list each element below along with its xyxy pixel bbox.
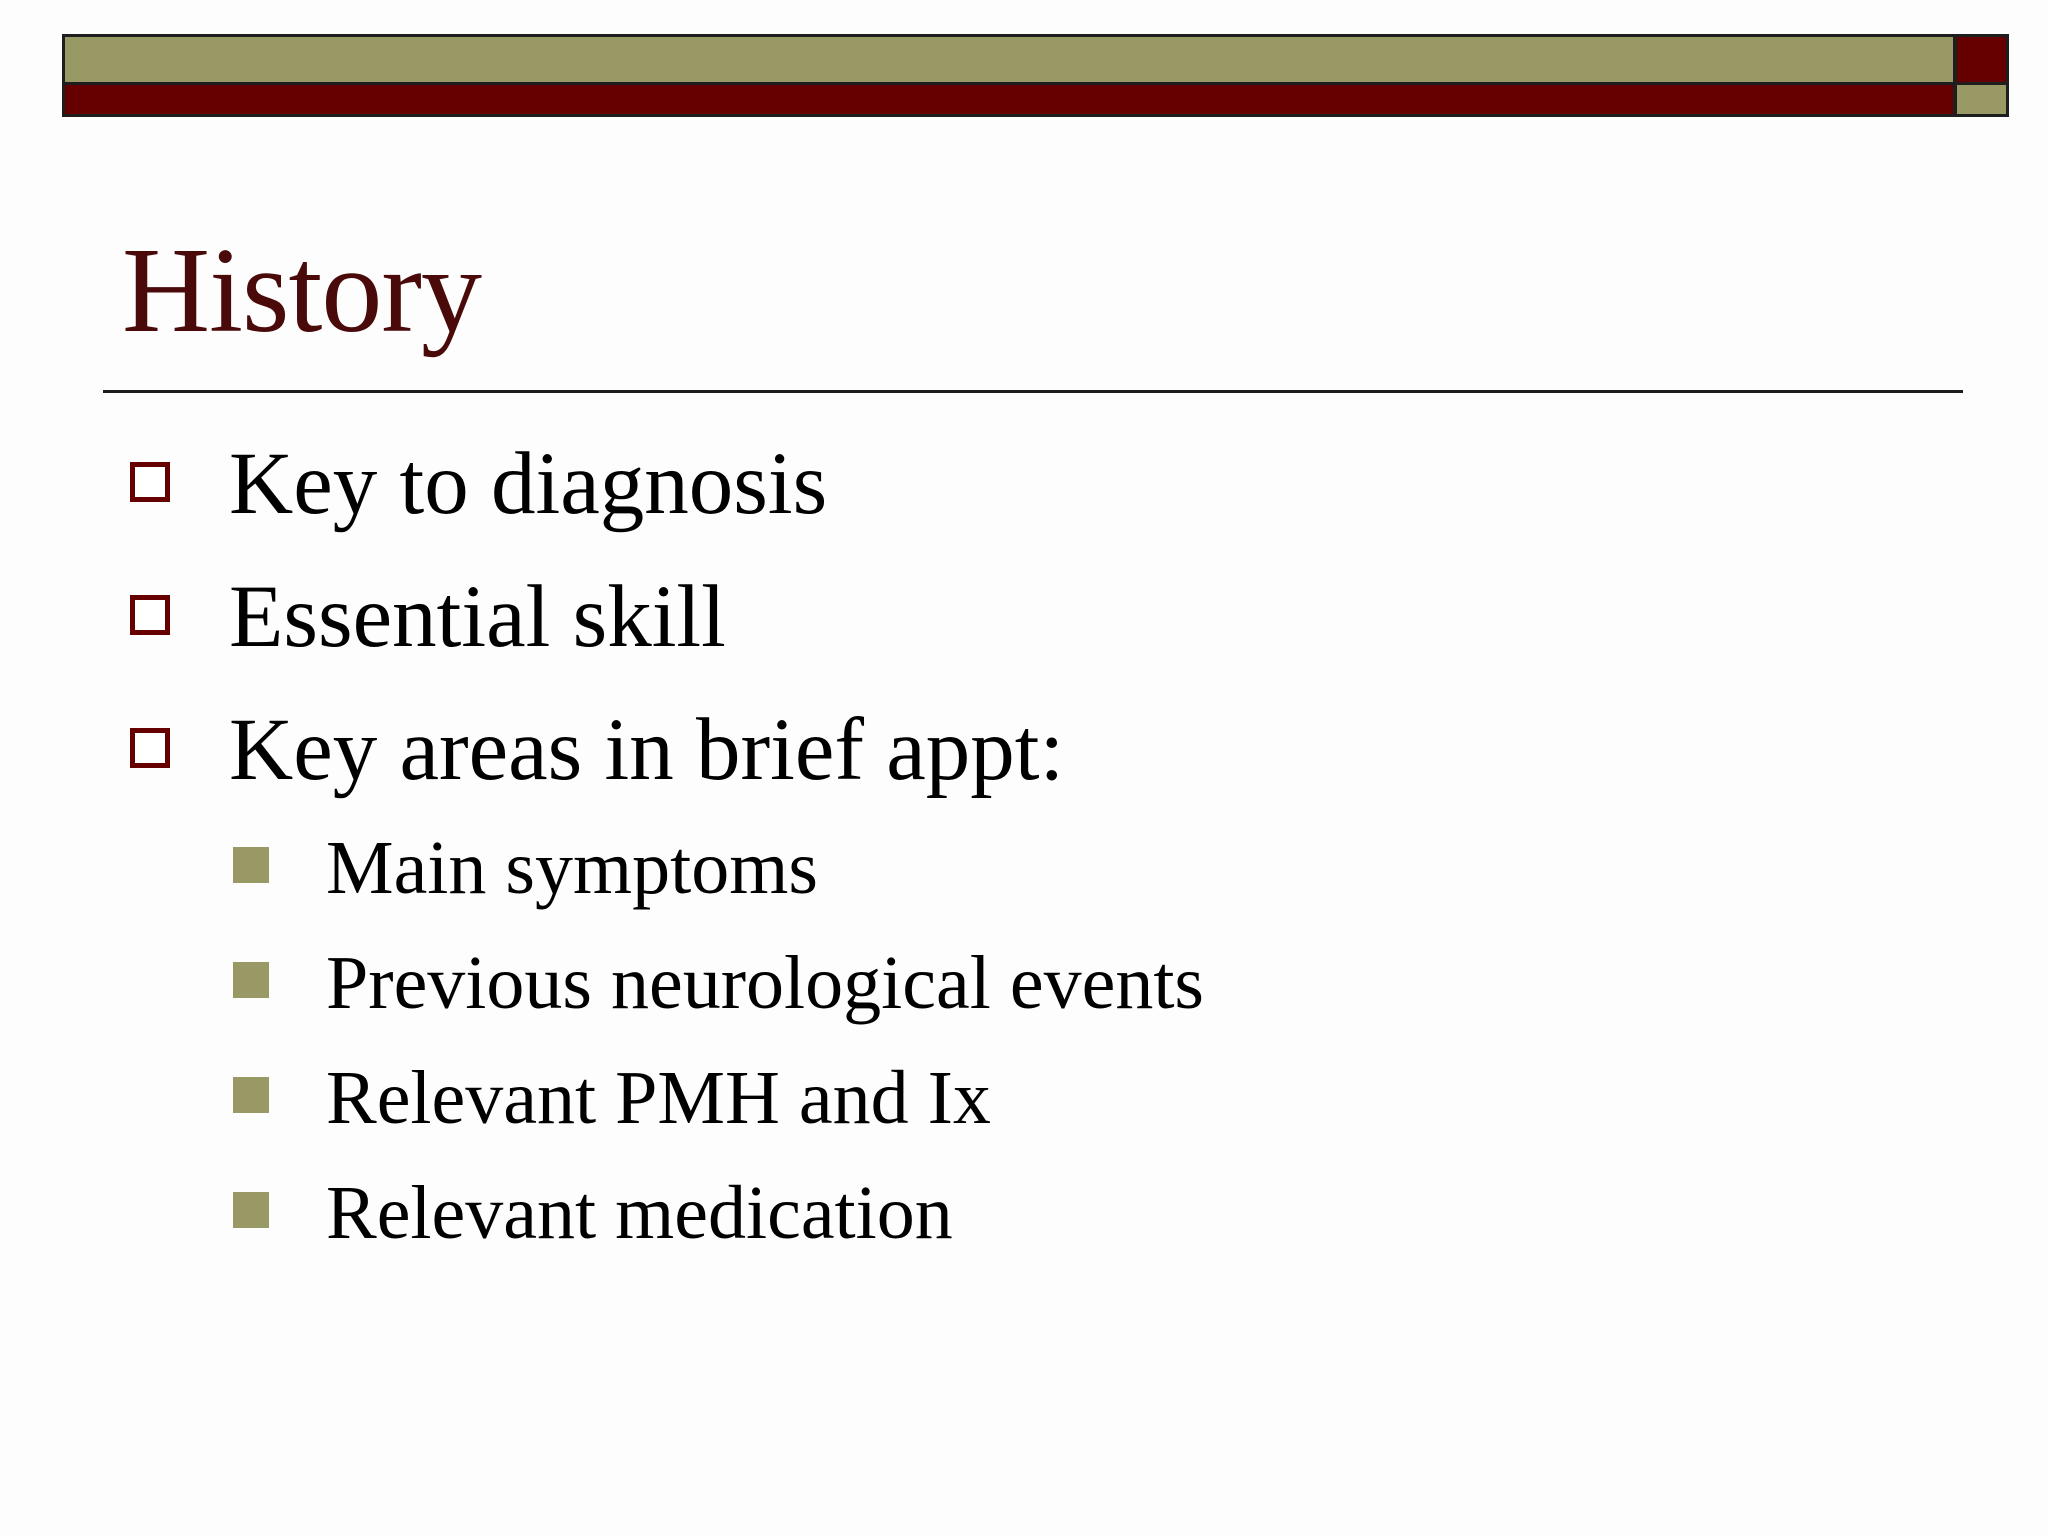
sub-bullet-text: Main symptoms — [326, 826, 818, 910]
filled-square-bullet-icon — [233, 847, 269, 883]
bullet-text: Key to diagnosis — [229, 435, 828, 533]
bullet-item — [0, 435, 1900, 550]
bullet-item — [0, 701, 1900, 816]
sub-bullet-text: Relevant medication — [326, 1171, 953, 1255]
sub-bullet-item — [0, 826, 1900, 920]
slide-title: History — [122, 223, 481, 358]
filled-square-bullet-icon — [233, 1077, 269, 1113]
hollow-square-bullet-icon — [130, 728, 170, 768]
title-divider — [103, 390, 1963, 393]
header-corner-maroon-block — [1956, 34, 2009, 84]
header-olive-bar — [62, 34, 1956, 84]
sub-bullet-text: Relevant PMH and Ix — [326, 1056, 991, 1140]
bullet-text: Essential skill — [229, 568, 726, 666]
sub-bullet-item — [0, 941, 1900, 1035]
header-maroon-bar — [62, 84, 1956, 117]
sub-bullet-text: Previous neurological events — [326, 941, 1205, 1025]
hollow-square-bullet-icon — [130, 462, 170, 502]
filled-square-bullet-icon — [233, 962, 269, 998]
sub-bullet-item — [0, 1171, 1900, 1265]
filled-square-bullet-icon — [233, 1192, 269, 1228]
bullet-text: Key areas in brief appt: — [229, 701, 1065, 799]
header-corner-olive-block — [1956, 84, 2009, 117]
hollow-square-bullet-icon — [130, 595, 170, 635]
bullet-item — [0, 568, 1900, 683]
sub-bullet-item — [0, 1056, 1900, 1150]
